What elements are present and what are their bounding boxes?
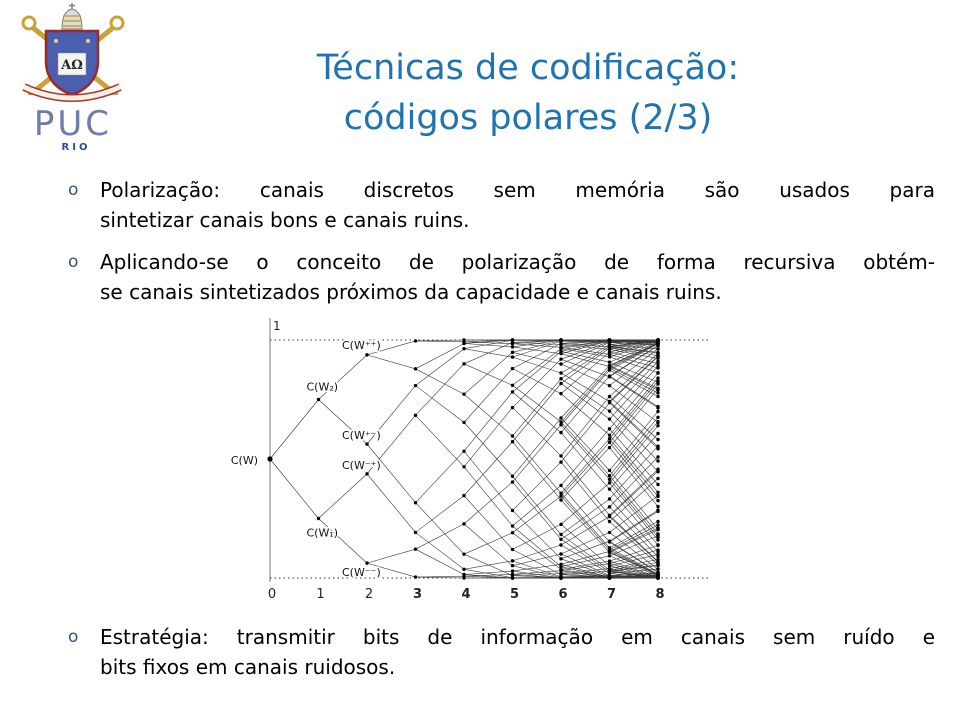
channel-point bbox=[656, 382, 659, 385]
channel-point bbox=[608, 401, 611, 404]
channel-point bbox=[511, 524, 514, 527]
channel-point bbox=[462, 347, 465, 350]
channel-point bbox=[656, 548, 659, 551]
channel-point bbox=[608, 417, 611, 420]
channel-point bbox=[608, 478, 611, 481]
bullet-2-line-2: se canais sintetizados próximos da capacidade e canais ruins. bbox=[100, 280, 722, 304]
tree-edge bbox=[367, 549, 416, 563]
tree-edge bbox=[464, 392, 513, 451]
x-tick-label: 0 bbox=[267, 587, 277, 602]
tree-edge bbox=[610, 389, 659, 448]
channel-point bbox=[608, 554, 611, 557]
channel-point bbox=[656, 568, 659, 571]
point-label: C(W⁺⁺) bbox=[342, 338, 381, 352]
channel-point bbox=[511, 390, 514, 393]
bullet-3-line-2: bits fixos em canais ruidosos. bbox=[100, 655, 396, 679]
puc-rio-logo bbox=[18, 3, 128, 153]
channel-point bbox=[267, 456, 272, 461]
x-tick-label: 3 bbox=[412, 587, 423, 602]
bullet-3-line-1: Estratégia: transmitir bits de informação em canais sem ruído e bbox=[100, 625, 935, 649]
x-tick-label: 6 bbox=[558, 587, 568, 602]
tree-edge bbox=[513, 379, 562, 436]
point-label: C(W⁺⁻) bbox=[342, 429, 381, 443]
channel-point bbox=[656, 555, 659, 558]
tree-edge bbox=[513, 482, 562, 539]
channel-point bbox=[656, 535, 659, 538]
bullet-text bbox=[100, 247, 935, 307]
channel-point bbox=[656, 391, 659, 394]
channel-point bbox=[656, 420, 659, 423]
channel-point bbox=[656, 576, 659, 579]
tree-edge bbox=[416, 369, 465, 394]
channel-point bbox=[462, 522, 465, 525]
channel-point bbox=[608, 446, 611, 449]
channel-point bbox=[511, 576, 514, 579]
channel-point bbox=[511, 573, 514, 576]
channel-point bbox=[511, 509, 514, 512]
tree-edge bbox=[416, 524, 465, 549]
tree-edge bbox=[610, 411, 659, 461]
channel-point bbox=[656, 477, 659, 480]
channel-point bbox=[511, 548, 514, 551]
bullet-1-line-2: sintetizar canais bons e canais ruins. bbox=[100, 208, 470, 232]
polarization-diagram bbox=[215, 310, 720, 610]
point-label: C(W₁) bbox=[306, 526, 339, 540]
channel-point bbox=[656, 342, 659, 345]
tree-edge bbox=[610, 471, 659, 517]
channel-point bbox=[608, 505, 611, 508]
channel-point bbox=[656, 455, 659, 458]
channel-point bbox=[656, 544, 659, 547]
channel-point bbox=[656, 526, 659, 529]
channel-point bbox=[559, 460, 562, 463]
channel-point bbox=[656, 432, 659, 435]
channel-point bbox=[462, 450, 465, 453]
tree-edge bbox=[270, 400, 319, 460]
channel-point bbox=[608, 540, 611, 543]
channel-point bbox=[559, 392, 562, 395]
tree-edge bbox=[416, 341, 465, 342]
channel-point bbox=[559, 569, 562, 572]
channel-point bbox=[462, 568, 465, 571]
tree-edge bbox=[610, 457, 659, 507]
channel-point bbox=[656, 491, 659, 494]
tree-edge bbox=[464, 343, 513, 346]
channel-point bbox=[608, 469, 611, 472]
tree-edge bbox=[610, 401, 659, 447]
tree-edge bbox=[561, 429, 610, 486]
x-tick-label: 5 bbox=[509, 587, 520, 602]
x-tick-label: 2 bbox=[364, 587, 374, 602]
channel-point bbox=[414, 384, 417, 387]
tree-edge bbox=[464, 342, 513, 363]
channel-point bbox=[559, 576, 562, 579]
channel-point bbox=[656, 387, 659, 390]
channel-point bbox=[559, 347, 562, 350]
x-tick-label: 1 bbox=[316, 587, 325, 602]
channel-point bbox=[656, 520, 659, 523]
tree-edge bbox=[416, 349, 465, 386]
tree-edge bbox=[464, 451, 513, 510]
channel-point bbox=[414, 501, 417, 504]
channel-point bbox=[511, 341, 514, 344]
channel-point bbox=[608, 437, 611, 440]
tree-edge bbox=[270, 459, 319, 519]
channel-point bbox=[608, 570, 611, 573]
channel-point bbox=[559, 498, 562, 501]
channel-point bbox=[656, 395, 659, 398]
channel-point bbox=[559, 362, 562, 365]
bullet-item-1 bbox=[68, 175, 935, 235]
tree-edge bbox=[513, 359, 562, 407]
channel-point bbox=[559, 538, 562, 541]
point-label: C(W) bbox=[230, 454, 258, 467]
channel-point bbox=[462, 362, 465, 365]
tree-edge bbox=[416, 496, 465, 533]
channel-point bbox=[462, 421, 465, 424]
tree-edge bbox=[513, 496, 562, 533]
tree-edge bbox=[561, 485, 610, 542]
channel-point bbox=[511, 564, 514, 567]
point-label: C(W₂) bbox=[306, 380, 339, 394]
bullet-text bbox=[100, 622, 935, 682]
channel-point bbox=[462, 392, 465, 395]
channel-point bbox=[608, 360, 611, 363]
tree-edge bbox=[319, 474, 368, 519]
bullet-item-3 bbox=[68, 622, 935, 682]
point-label: C(W⁻⁺) bbox=[342, 458, 381, 472]
tree-edge bbox=[561, 433, 610, 490]
x-tick-label: 8 bbox=[655, 587, 665, 602]
channel-point bbox=[608, 433, 611, 436]
channel-point bbox=[608, 474, 611, 477]
tree-edge bbox=[464, 442, 513, 496]
tree-edge bbox=[513, 524, 562, 549]
channel-point bbox=[462, 342, 465, 345]
channel-point bbox=[608, 355, 611, 358]
bullet-marker: o bbox=[68, 627, 79, 647]
tree-edge bbox=[561, 500, 610, 552]
tree-edge bbox=[464, 422, 513, 476]
channel-point bbox=[511, 531, 514, 534]
channel-point bbox=[511, 440, 514, 443]
channel-point bbox=[511, 569, 514, 572]
tree-edge bbox=[561, 422, 610, 476]
channel-point bbox=[559, 377, 562, 380]
channel-point bbox=[608, 340, 611, 343]
logo-subtext: RIO bbox=[61, 142, 91, 153]
channel-point bbox=[559, 557, 562, 560]
slide-title-line-2: códigos polares (2/3) bbox=[343, 98, 713, 138]
channel-point bbox=[559, 494, 562, 497]
bullet-2-line-1: Aplicando-se o conceito de polarização de forma recursiva obtém- bbox=[100, 250, 935, 274]
channel-point bbox=[462, 576, 465, 579]
channel-point bbox=[608, 576, 611, 579]
channel-point bbox=[608, 497, 611, 500]
tree-edge bbox=[464, 467, 513, 526]
channel-point bbox=[656, 499, 659, 502]
tree-edges bbox=[270, 340, 658, 578]
channel-point bbox=[462, 494, 465, 497]
channel-point bbox=[365, 353, 368, 356]
point-label: C(W⁻⁻) bbox=[342, 566, 381, 580]
channel-point bbox=[365, 561, 368, 564]
channel-point bbox=[656, 505, 659, 508]
tree-edge bbox=[513, 408, 562, 456]
channel-point bbox=[511, 406, 514, 409]
tree-edge bbox=[561, 403, 610, 462]
channel-point bbox=[608, 520, 611, 523]
tree-edge bbox=[561, 376, 610, 433]
tree-edge bbox=[513, 462, 562, 510]
tree-edge bbox=[561, 507, 610, 539]
bullet-text bbox=[100, 175, 935, 235]
tree-edge bbox=[561, 456, 610, 515]
channel-point bbox=[656, 438, 659, 441]
y-tick-label: 1 bbox=[273, 319, 281, 333]
channel-point bbox=[559, 543, 562, 546]
tree-edge bbox=[367, 444, 416, 503]
channel-point bbox=[608, 395, 611, 398]
tree-edge bbox=[464, 496, 513, 550]
tree-edge bbox=[464, 369, 513, 423]
channel-point bbox=[608, 562, 611, 565]
tree-edge bbox=[513, 510, 562, 558]
bullet-marker: o bbox=[68, 180, 79, 200]
tree-edge bbox=[561, 394, 610, 436]
channel-point bbox=[608, 384, 611, 387]
channel-point bbox=[559, 523, 562, 526]
tree-edge bbox=[561, 532, 610, 554]
channel-point bbox=[414, 575, 417, 578]
channel-point bbox=[656, 483, 659, 486]
channel-point bbox=[559, 371, 562, 374]
channel-point bbox=[462, 552, 465, 555]
tree-edge bbox=[416, 577, 465, 578]
tree-edge bbox=[513, 442, 562, 500]
tree-edge bbox=[513, 369, 562, 394]
channel-point bbox=[511, 384, 514, 387]
channel-point bbox=[608, 515, 611, 518]
channel-point bbox=[656, 406, 659, 409]
tree-edge bbox=[561, 442, 610, 496]
channel-point bbox=[608, 550, 611, 553]
channel-point bbox=[559, 357, 562, 360]
tree-edge bbox=[464, 524, 513, 566]
shield-monogram: AΩ bbox=[61, 58, 83, 73]
channel-point bbox=[511, 345, 514, 348]
channel-point bbox=[656, 494, 659, 497]
channel-point bbox=[608, 375, 611, 378]
channel-point bbox=[608, 481, 611, 484]
channel-point bbox=[656, 347, 659, 350]
channel-point bbox=[559, 454, 562, 457]
channel-point bbox=[414, 367, 417, 370]
channel-point bbox=[414, 414, 417, 417]
channel-point bbox=[656, 523, 659, 526]
logo-wordmark: PUC bbox=[33, 104, 113, 144]
slide-title bbox=[258, 43, 798, 143]
channel-point bbox=[608, 346, 611, 349]
tree-edge bbox=[319, 519, 368, 564]
channel-point bbox=[511, 475, 514, 478]
channel-point bbox=[656, 560, 659, 563]
channel-point bbox=[511, 434, 514, 437]
channel-point bbox=[511, 559, 514, 562]
channel-point bbox=[608, 409, 611, 412]
channel-point bbox=[559, 552, 562, 555]
tree-edge bbox=[561, 483, 610, 525]
channel-point bbox=[365, 442, 368, 445]
channel-point bbox=[656, 339, 659, 342]
channel-point bbox=[414, 339, 417, 342]
tree-edge bbox=[367, 355, 416, 369]
channel-point bbox=[608, 427, 611, 430]
channel-point bbox=[608, 487, 611, 490]
channel-point bbox=[559, 338, 562, 341]
channel-point bbox=[511, 480, 514, 483]
channel-point bbox=[317, 517, 320, 520]
channel-point bbox=[559, 533, 562, 536]
channel-point bbox=[656, 354, 659, 357]
channel-point bbox=[414, 531, 417, 534]
channel-point bbox=[656, 469, 659, 472]
tree-edge bbox=[464, 533, 513, 554]
tree-edge bbox=[416, 364, 465, 415]
bullet-item-2 bbox=[68, 247, 935, 307]
channel-point bbox=[511, 355, 514, 358]
channel-point bbox=[656, 410, 659, 413]
channel-point bbox=[559, 423, 562, 426]
channel-point bbox=[559, 416, 562, 419]
tree-edge bbox=[464, 561, 513, 569]
channel-point bbox=[511, 351, 514, 354]
channel-point bbox=[656, 416, 659, 419]
bullet-marker: o bbox=[68, 252, 79, 272]
shield-icon bbox=[46, 31, 98, 95]
tiara-icon bbox=[62, 3, 82, 29]
channel-point bbox=[656, 424, 659, 427]
tree-edge bbox=[416, 532, 465, 569]
channel-point bbox=[559, 563, 562, 566]
channel-point bbox=[559, 343, 562, 346]
point-labels bbox=[231, 339, 381, 579]
tree-edge bbox=[464, 571, 513, 574]
tree-edge bbox=[513, 385, 562, 422]
tree-edge bbox=[416, 415, 465, 466]
bullet-1-line-1: Polarização: canais discretos sem memória são usados para bbox=[100, 178, 935, 202]
tree-edge bbox=[416, 386, 465, 423]
tree-edge bbox=[416, 549, 465, 574]
channel-point bbox=[656, 365, 659, 368]
x-tick-label: 7 bbox=[606, 587, 617, 602]
tree-edge bbox=[561, 545, 610, 573]
channel-point bbox=[608, 531, 611, 534]
channel-point bbox=[656, 447, 659, 450]
channel-point bbox=[656, 376, 659, 379]
tree-edge bbox=[367, 474, 416, 533]
tree-edge bbox=[513, 526, 562, 567]
channel-point bbox=[559, 382, 562, 385]
tree-edge bbox=[464, 352, 513, 394]
tree-edge bbox=[561, 364, 610, 386]
channel-point bbox=[365, 472, 368, 475]
tree-edge bbox=[416, 343, 465, 368]
x-tick-label: 4 bbox=[461, 587, 471, 602]
channel-point bbox=[656, 371, 659, 374]
tree-edge bbox=[464, 408, 513, 467]
channel-point bbox=[511, 367, 514, 370]
channel-point bbox=[462, 465, 465, 468]
tree-edge bbox=[513, 351, 562, 392]
channel-point bbox=[656, 459, 659, 462]
channel-point bbox=[559, 431, 562, 434]
channel-point bbox=[559, 484, 562, 487]
tree-edge bbox=[464, 364, 513, 385]
channel-point bbox=[608, 441, 611, 444]
slide-title-line-1: Técnicas de codificação: bbox=[316, 48, 740, 88]
channel-point bbox=[414, 547, 417, 550]
tree-edge bbox=[416, 503, 465, 554]
axes bbox=[268, 318, 710, 602]
channel-point bbox=[608, 368, 611, 371]
tree-edge bbox=[561, 366, 610, 418]
channel-point bbox=[317, 398, 320, 401]
channel-point bbox=[656, 564, 659, 567]
channel-point bbox=[656, 510, 659, 513]
